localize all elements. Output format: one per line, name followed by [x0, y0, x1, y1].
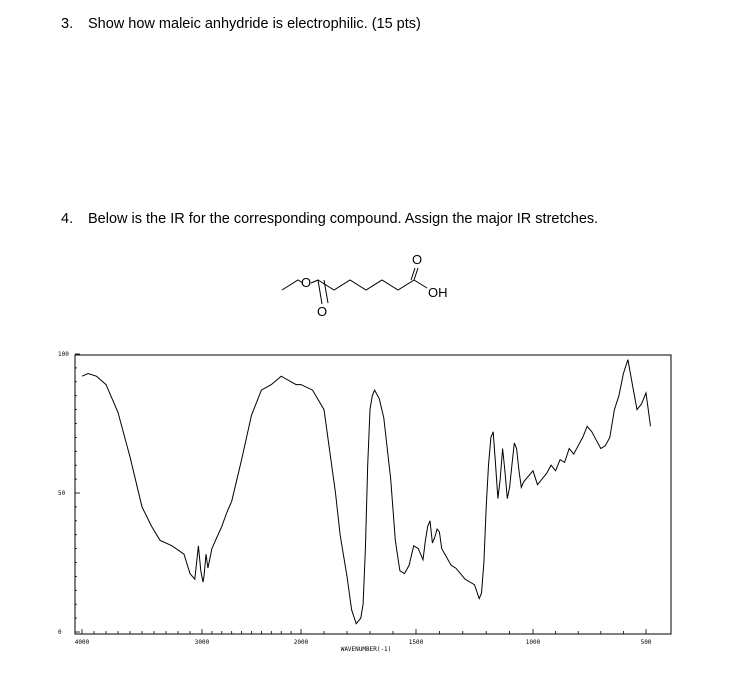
- y-tick-label: 50: [58, 490, 66, 497]
- axis-ticks: [75, 354, 646, 634]
- chemical-structure: [270, 242, 470, 322]
- x-tick-label: 1500: [408, 639, 424, 646]
- ester-oxygen-label: O: [300, 275, 312, 290]
- question-4: [61, 211, 598, 227]
- question-4-text: Below is the IR for the corresponding compound. Assign the major IR stretches.: [88, 211, 599, 227]
- ir-spectrum: [0, 340, 740, 684]
- question-3-text: Show how maleic anhydride is electrophilic. (15 pts): [88, 16, 421, 32]
- x-tick-label: 500: [640, 639, 652, 646]
- question-3-number: 3.: [61, 16, 74, 32]
- y-tick-label: 100: [58, 351, 69, 358]
- x-tick-label: 3000: [194, 639, 210, 646]
- x-tick-label: 2000: [293, 639, 309, 646]
- hydroxyl-label: OH: [428, 285, 448, 300]
- x-axis-label: WAVENUMBER(-1): [340, 646, 392, 653]
- acid-carbonyl-oxygen-label: O: [411, 252, 423, 267]
- x-tick-label: 4000: [74, 639, 90, 646]
- spectrum-line: [82, 360, 651, 624]
- x-tick-label: 1000: [525, 639, 541, 646]
- ester-carbonyl-oxygen-label: O: [316, 304, 328, 319]
- axis-tick-labels: [58, 351, 652, 646]
- question-4-number: 4.: [61, 211, 74, 227]
- y-tick-label: 0: [58, 629, 62, 636]
- plot-frame: [75, 355, 671, 634]
- question-3: [61, 16, 421, 32]
